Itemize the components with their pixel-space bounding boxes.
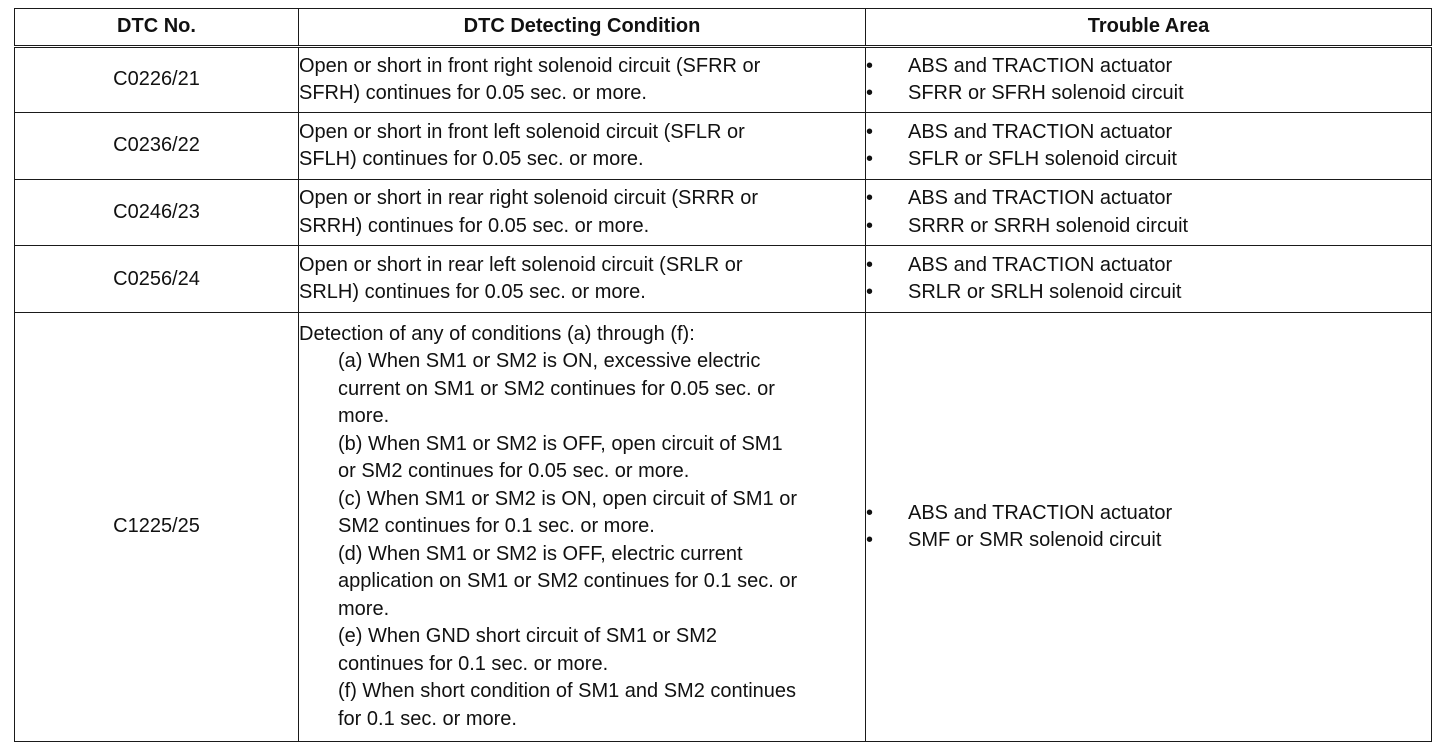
trouble-area-text: ABS and TRACTION actuator (908, 120, 1173, 143)
bullet: • (866, 148, 874, 171)
trouble-area-text: ABS and TRACTION actuator (908, 501, 1173, 524)
trouble-area-text: ABS and TRACTION actuator (908, 54, 1173, 77)
condition-sub-line: current on SM1 or SM2 continues for 0.05 sec. or (338, 377, 775, 400)
header-dtc-no: DTC No. (15, 9, 299, 47)
trouble-area-item (866, 53, 1431, 81)
condition-line: SFRH) continues for 0.05 sec. or more. (299, 82, 647, 105)
table-row (15, 47, 1432, 113)
condition-intro: Detection of any of conditions (a) through (f): (299, 322, 695, 345)
condition-sub-line: more. (338, 597, 390, 620)
header-row (15, 9, 1432, 47)
table-row (15, 180, 1432, 246)
dtc-code: C0246/23 (15, 180, 299, 246)
dtc-code: C0256/24 (15, 246, 299, 313)
trouble-area-text: ABS and TRACTION actuator (908, 187, 1173, 210)
header-trouble-area: Trouble Area (866, 9, 1432, 47)
condition-sub-line: (d) When SM1 or SM2 is OFF, electric current (338, 542, 743, 565)
condition-sub-line: (b) When SM1 or SM2 is OFF, open circuit of SM1 (338, 432, 783, 455)
bullet: • (866, 501, 874, 524)
condition-line: SFLH) continues for 0.05 sec. or more. (299, 148, 644, 171)
condition-line: Open or short in front left solenoid circuit (SFLR or (299, 120, 745, 143)
condition-line: Open or short in front right solenoid circuit (SFRR or (299, 54, 761, 77)
trouble-area-item (866, 527, 1431, 555)
bullet: • (866, 120, 874, 143)
condition-line: SRLH) continues for 0.05 sec. or more. (299, 281, 646, 304)
table-row (15, 113, 1432, 180)
table-row (15, 246, 1432, 313)
detecting-condition (299, 180, 866, 246)
trouble-area-text: SFRR or SFRH solenoid circuit (908, 82, 1184, 105)
trouble-area-item (866, 279, 1431, 307)
trouble-area-text: ABS and TRACTION actuator (908, 253, 1173, 276)
trouble-area (866, 113, 1432, 180)
condition-sub-line: for 0.1 sec. or more. (338, 707, 517, 730)
bullet: • (866, 54, 874, 77)
trouble-area-text: SMF or SMR solenoid circuit (908, 529, 1162, 552)
trouble-area-text: SRLR or SRLH solenoid circuit (908, 281, 1182, 304)
bullet: • (866, 82, 874, 105)
bullet: • (866, 281, 874, 304)
condition-line: Open or short in rear left solenoid circuit (SRLR or (299, 253, 743, 276)
condition-sub-line: (f) When short condition of SM1 and SM2 continues (338, 680, 797, 703)
detecting-condition (299, 113, 866, 180)
dtc-code: C0236/22 (15, 113, 299, 180)
detecting-condition (299, 47, 866, 113)
condition-sub-line: continues for 0.1 sec. or more. (338, 652, 609, 675)
condition-sub-line: SM2 continues for 0.1 sec. or more. (338, 515, 655, 538)
condition-sub-line: (a) When SM1 or SM2 is ON, excessive electric (338, 350, 761, 373)
bullet: • (866, 253, 874, 276)
condition-sub-line: more. (338, 405, 390, 428)
trouble-area-text: SFLR or SFLH solenoid circuit (908, 148, 1177, 171)
trouble-area (866, 313, 1432, 742)
trouble-area-item (866, 500, 1431, 528)
header-condition: DTC Detecting Condition (299, 9, 866, 47)
detecting-condition (299, 246, 866, 313)
trouble-area-item (866, 146, 1431, 174)
detecting-condition (299, 313, 866, 742)
condition-sub-line: or SM2 continues for 0.05 sec. or more. (338, 460, 690, 483)
condition-sub-line: (e) When GND short circuit of SM1 or SM2 (338, 625, 717, 648)
condition-sub-line: application on SM1 or SM2 continues for 0.1 sec. or (338, 570, 798, 593)
table-row (15, 313, 1432, 742)
bullet: • (866, 214, 874, 237)
dtc-code: C1225/25 (15, 313, 299, 742)
trouble-area-item (866, 80, 1431, 108)
trouble-area-item (866, 119, 1431, 147)
trouble-area (866, 180, 1432, 246)
trouble-area-item (866, 185, 1431, 213)
trouble-area (866, 246, 1432, 313)
trouble-area-item (866, 213, 1431, 241)
dtc-code: C0226/21 (15, 47, 299, 113)
trouble-area (866, 47, 1432, 113)
trouble-area-item (866, 252, 1431, 280)
condition-sub-line: (c) When SM1 or SM2 is ON, open circuit of SM1 or (338, 487, 798, 510)
bullet: • (866, 187, 874, 210)
trouble-area-text: SRRR or SRRH solenoid circuit (908, 214, 1189, 237)
bullet: • (866, 529, 874, 552)
condition-line: SRRH) continues for 0.05 sec. or more. (299, 214, 650, 237)
condition-line: Open or short in rear right solenoid circuit (SRRR or (299, 187, 759, 210)
dtc-table (14, 8, 1432, 742)
